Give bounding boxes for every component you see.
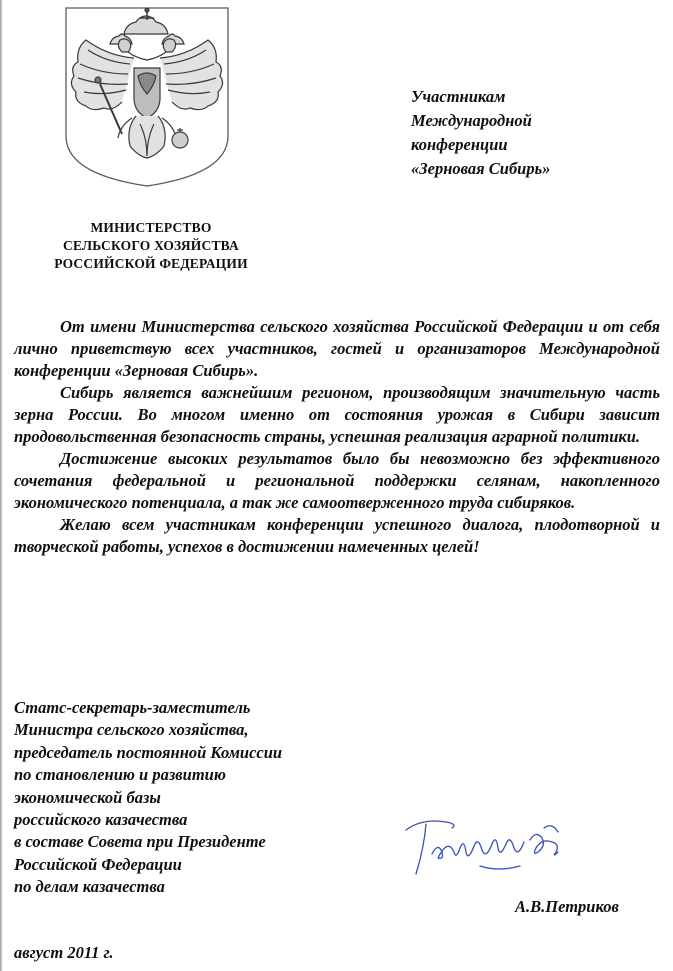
signer-title-line: Российской Федерации [14, 854, 182, 874]
signer-name: А.В.Петриков [515, 897, 619, 916]
signer-title-line: Статс-секретарь-заместитель [14, 698, 251, 717]
addressee-line: Участникам [411, 87, 506, 106]
ministry-line: РОССИЙСКОЙ ФЕДЕРАЦИИ [54, 256, 248, 271]
scan-edge [0, 0, 3, 971]
signer-title-line: российского казачества [14, 810, 188, 830]
addressee-block [411, 85, 550, 181]
signer-title-line: председатель постоянной Комиссии [14, 742, 283, 762]
signer-title-line: по делам казачества [14, 877, 165, 897]
letter-date: август 2011 г. [14, 943, 114, 962]
ministry-line: МИНИСТЕРСТВО [90, 220, 212, 235]
handwritten-signature [402, 808, 580, 888]
signer-title [14, 697, 282, 899]
letter-body [14, 316, 660, 558]
body-paragraph: От имени Министерства сельского хозяйства Российской Федерации и от себя лично приветствую всех участников, гостей и организаторов Международной конференции «Зерновая Сибирь». [14, 317, 660, 380]
addressee-line: конференции [411, 135, 508, 154]
russian-coat-of-arms-icon [64, 6, 230, 188]
signer-title-line: в составе Совета при Президенте [14, 832, 266, 852]
ministry-heading [10, 219, 292, 273]
signer-title-line: экономической базы [14, 787, 161, 807]
signer-title-line: по становлению и развитию [14, 765, 226, 785]
signer-title-line: Министра сельского хозяйства, [14, 720, 249, 740]
body-paragraph: Сибирь является важнейшим регионом, производящим значительную часть зерна России. Во многом именно от состояния урожая в Сибири зависит продовольственная безопасность страны, успешная реализация аграрной политики. [14, 383, 660, 446]
ministry-line: СЕЛЬСКОГО ХОЗЯЙСТВА [63, 238, 239, 253]
addressee-line: Международной [411, 111, 532, 130]
body-paragraph: Достижение высоких результатов было бы невозможно без эффективного сочетания федеральной и региональной поддержки селянам, накопленного экономического потенциала, а так же самоотверженного труда сибиряков. [14, 449, 660, 512]
body-paragraph: Желаю всем участникам конференции успешного диалога, плодотворной и творческой работы, успехов в достижении намеченных целей! [14, 515, 660, 556]
addressee-line: «Зерновая Сибирь» [411, 159, 551, 178]
